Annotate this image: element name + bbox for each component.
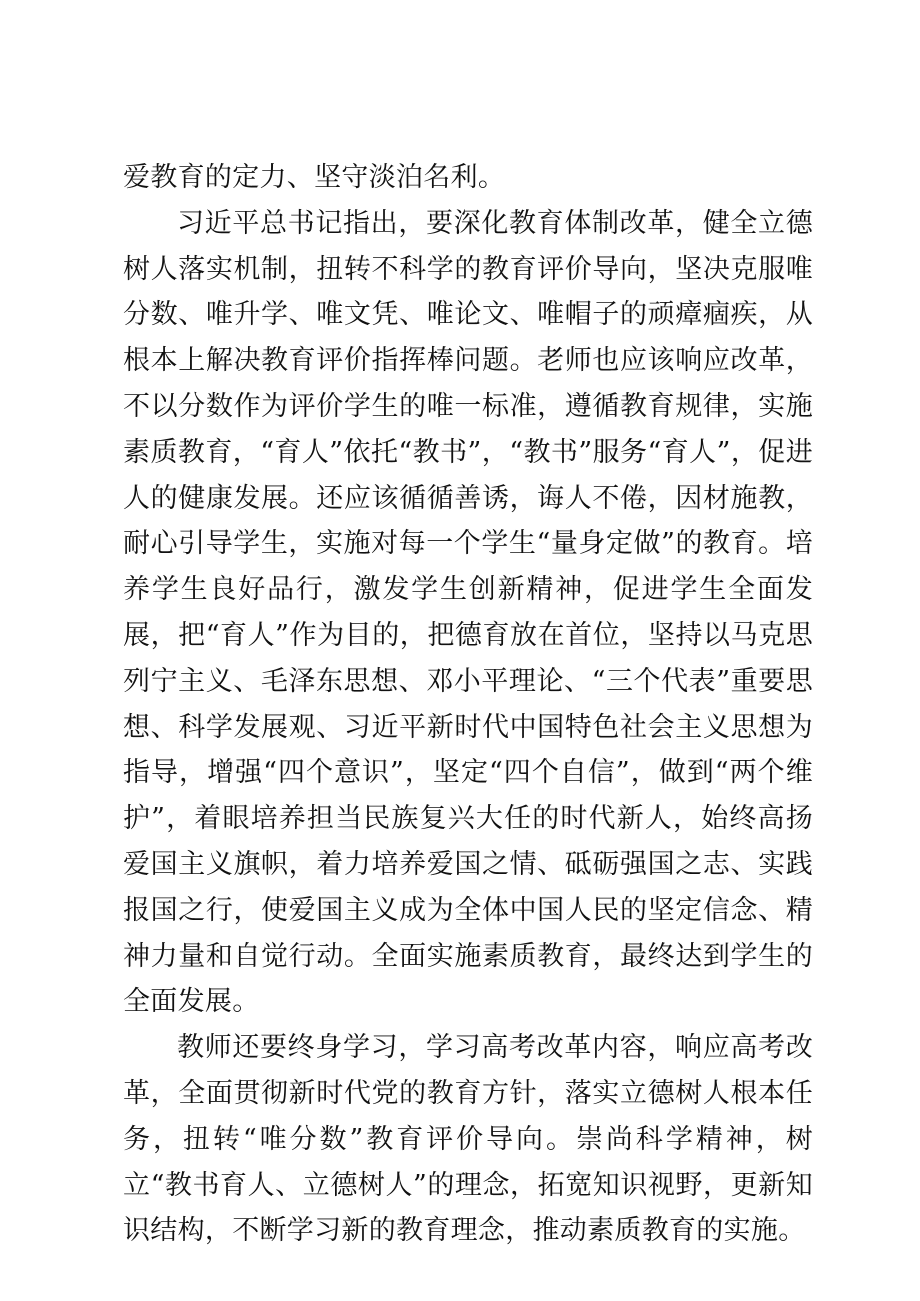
- paragraph-reform: 习近平总书记指出，要深化教育体制改革，健全立德树人落实机制，扭转不科学的教育评价导向，坚决克服唯分数、唯升学、唯文凭、唯论文、唯帽子的顽瘴痼疾，从根本上解决教育评价指挥棒问题。老师也应该响应改革，不以分数作为评价学生的唯一标准，遵循教育规律，实施素质教育，“育人”依托“教书”，“教书”服务“育人”，促进人的健康发展。还应该循循善诱，诲人不倦，因材施教，耐心引导学生，实施对每一个学生“量身定做”的教育。培养学生良好品行，激发学生创新精神，促进学生全面发展，把“育人”作为目的，把德育放在首位，坚持以马克思列宁主义、毛泽东思想、邓小平理论、“三个代表”重要思想、科学发展观、习近平新时代中国特色社会主义思想为指导，增强“四个意识”，坚定“四个自信”，做到“两个维护”，着眼培养担当民族复兴大任的时代新人，始终高扬爱国主义旗帜，着力培养爱国之情、砥砺强国之志、实践报国之行，使爱国主义成为全体中国人民的坚定信念、精神力量和自觉行动。全面实施素质教育，最终达到学生的全面发展。: [123, 207, 813, 1018]
- document-body: [123, 155, 813, 1254]
- paragraph-lifelong-learning: 教师还要终身学习，学习高考改革内容，响应高考改革，全面贯彻新时代党的教育方针，落实立德树人根本任务，扭转“唯分数”教育评价导向。崇尚科学精神，树立“教书育人、立德树人”的理念，拓宽知识视野，更新知识结构，不断学习新的教育理念，推动素质教育的实施。: [123, 1032, 813, 1247]
- paragraph-continuation: 爱教育的定力、坚守淡泊名利。: [123, 162, 506, 193]
